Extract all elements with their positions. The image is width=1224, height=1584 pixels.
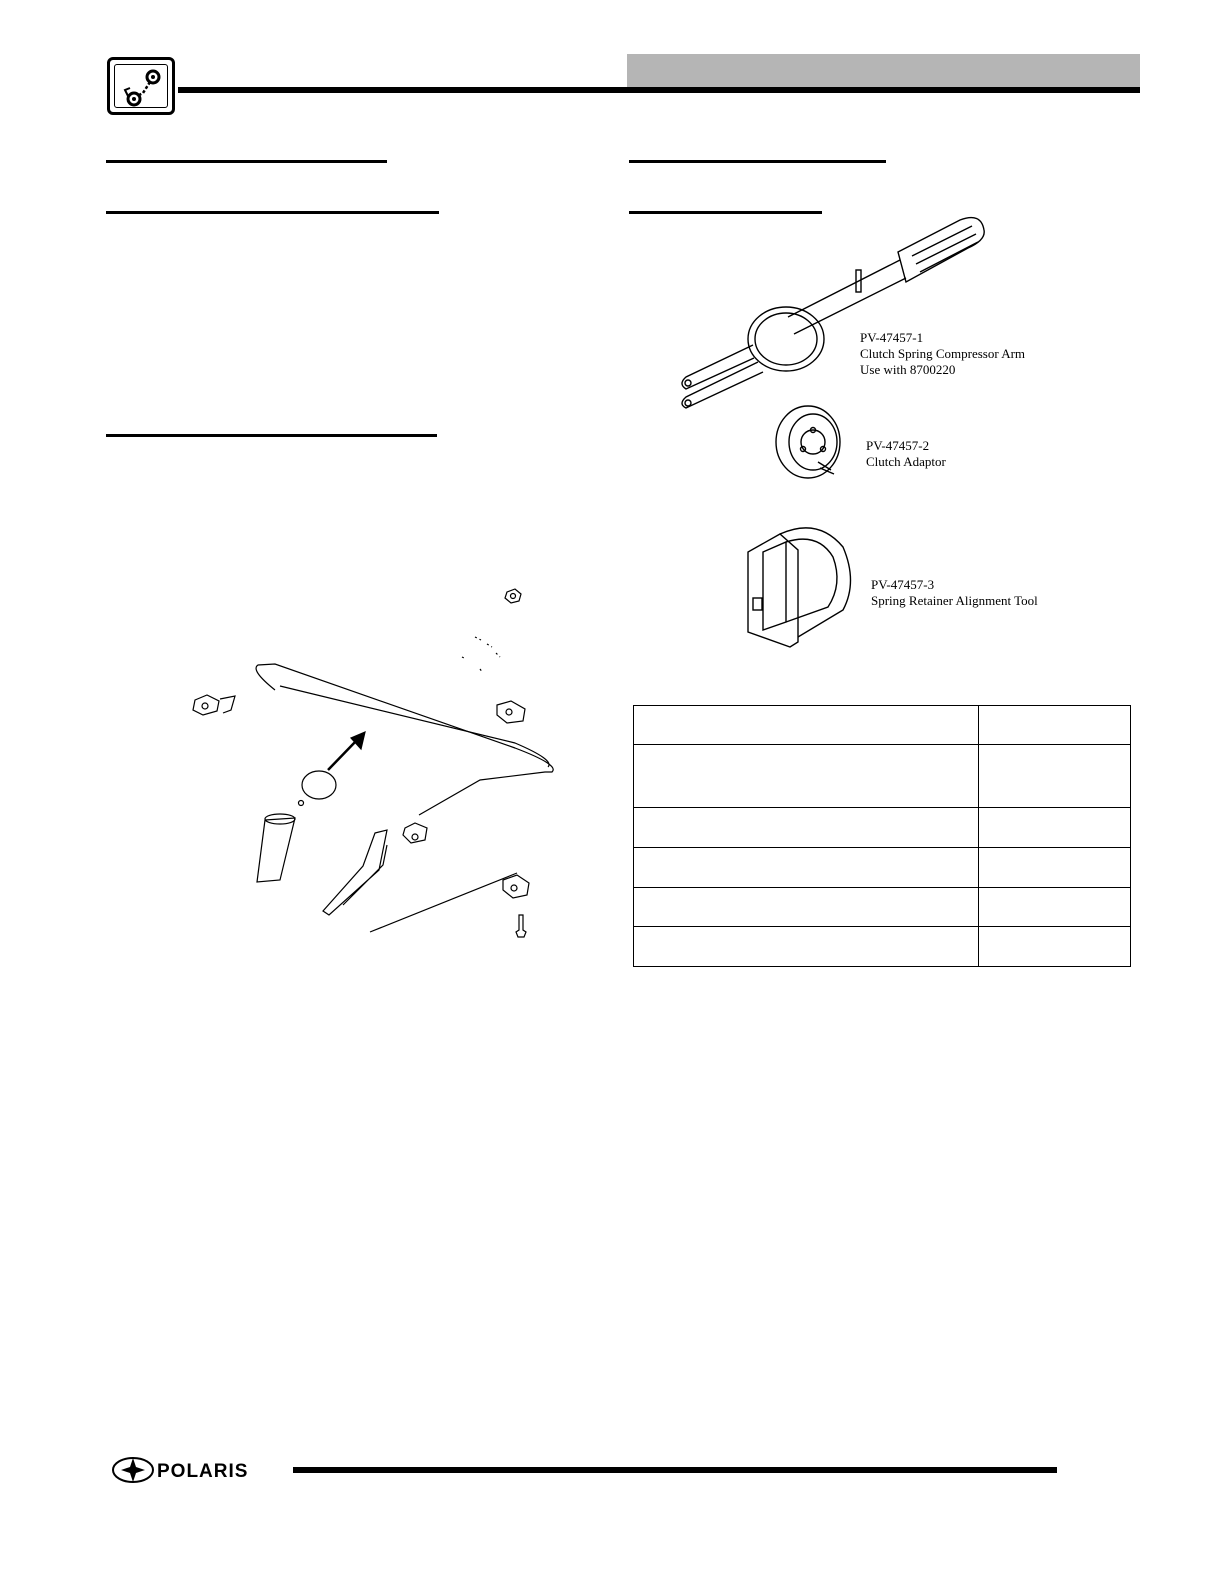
header-rule [178,87,1140,93]
table-row [634,808,1131,848]
section-rule-left-3 [106,434,437,437]
tool3-part-number: PV-47457-3 [871,577,935,592]
tool1-name: Clutch Spring Compressor Arm [860,346,1026,361]
stabilizer-bar [256,664,553,815]
table-row [634,848,1131,888]
table-row [634,745,1131,808]
tool1-part-number: PV-47457-1 [860,330,924,345]
table-cell [979,927,1131,967]
table-cell [634,888,979,927]
spring-retainer-alignment-tool [748,534,798,647]
table-row [634,706,1131,745]
spec-table [633,705,1131,967]
table-cell [634,745,979,808]
bracket-left [193,695,235,715]
section-rule-left-1 [106,160,387,163]
polaris-star-icon [113,1458,153,1482]
polaris-brand-text: POLARIS [157,1461,249,1482]
tool2-part-number: PV-47457-2 [866,438,930,453]
footer-rule [293,1467,1057,1473]
bushing [302,771,336,799]
polaris-logo [111,1456,273,1484]
tool2-name: Clutch Adaptor [866,454,946,469]
compressor-arm-handle [898,218,984,282]
tapered-tool [257,818,295,882]
table-cell [979,745,1131,808]
tool3-name: Spring Retainer Alignment Tool [871,593,1038,608]
install-arrow [328,740,357,770]
table-row [634,888,1131,927]
compressor-ring [748,307,824,371]
table-cell [979,888,1131,927]
table-row [634,927,1131,967]
table-cell [979,848,1131,888]
table-cell [634,808,979,848]
tool3-callout [871,577,1038,609]
table-cell [634,848,979,888]
bracket-right-upper [497,701,525,723]
clutch-adaptor [776,406,840,478]
tool2-callout [866,438,946,470]
table-cell [979,808,1131,848]
bolt [516,915,526,937]
nut-part [505,589,521,603]
clutch-chain-icon [117,66,171,110]
table-cell [634,706,979,745]
section-rule-left-2 [106,211,439,214]
tool1-callout [860,330,1025,378]
chapter-icon [107,57,175,115]
tool1-note: Use with 8700220 [860,362,956,377]
table-cell [979,706,1131,745]
table-cell [634,927,979,967]
stabilizer-bar-illustration [165,575,565,945]
section-rule-right-1 [629,160,886,163]
header-tab [627,54,1140,87]
control-arm [323,830,387,915]
